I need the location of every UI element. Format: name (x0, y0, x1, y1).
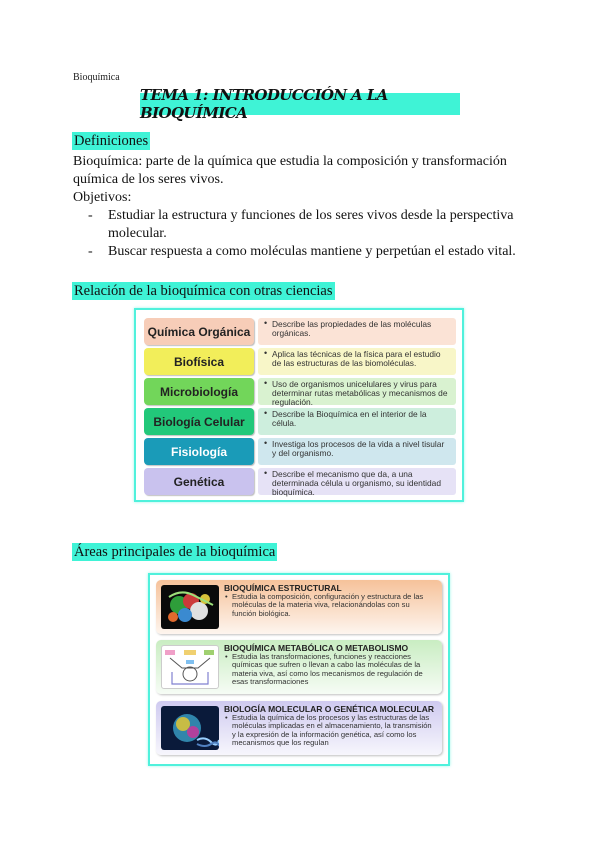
objetivo-text: Estudiar la estructura y funciones de los seres vivos desde la perspectiva molecular. (108, 208, 514, 241)
areas-bioquimica-figure (148, 573, 450, 766)
heading-areas: Áreas principales de la bioquímica (74, 544, 276, 560)
ciencia-desc: • Describe el mecanismo que da, a una determinada célula u organismo, su identidad bioquímica. (258, 468, 456, 495)
area-row (156, 701, 442, 755)
area-desc: • Estudia las transformaciones, funciones y reacciones químicas que sufren o llevan a cabo las moléculas de la materia viva, así como los mecanismos de regulación de esas transformaciones (232, 653, 436, 687)
header-subject: Bioquímica (73, 72, 120, 83)
section-areas (72, 543, 277, 561)
ciencia-desc: • Aplica las técnicas de la física para el estudio de las estructuras de las biomoléculas. (258, 348, 456, 375)
dash-bullet: - (88, 208, 93, 223)
relacion-ciencias-figure (134, 308, 464, 502)
page-title: TEMA 1: INTRODUCCIÓN A LA BIOQUÍMICA (140, 86, 388, 122)
area-row (156, 580, 442, 634)
section-relacion (72, 282, 335, 300)
section-definiciones (72, 132, 150, 150)
dna-molecular-image (161, 706, 219, 750)
ciencia-label: Biofísica (144, 348, 254, 375)
ciencia-label: Genética (144, 468, 254, 495)
ciencia-row (144, 438, 456, 465)
area-title: BIOQUÍMICA METABÓLICA O METABOLISMO (224, 643, 409, 653)
dash-bullet: - (88, 244, 93, 259)
ciencia-label: Microbiología (144, 378, 254, 405)
objetivo-text: Buscar respuesta a como moléculas mantiene y perpetúan el estado vital. (108, 244, 516, 259)
ciencia-desc: • Uso de organismos unicelulares y virus para determinar rutas metabólicas y mecanismos de regulación. (258, 378, 456, 405)
metabolic-pathway-image (161, 645, 219, 689)
area-title: BIOLOGÍA MOLECULAR O GENÉTICA MOLECULAR (224, 704, 434, 714)
area-desc: • Estudia la composición, configuración y estructura de las moléculas de la materia viva, relacionándolas con su función biológica. (232, 593, 436, 618)
ciencia-label: Biología Celular (144, 408, 254, 435)
ciencia-desc: • Describe las propiedades de las moléculas orgánicas. (258, 318, 456, 345)
ciencia-desc: • Investiga los procesos de la vida a nivel tisular y del organismo. (258, 438, 456, 465)
objetivos-label: Objetivos: (73, 190, 132, 205)
area-desc: • Estudia la química de los procesos y las estructuras de las moléculas implicadas en el almacenamiento, la transmisión y la expresión de la información genética, así como los mecanismos que los regulan (232, 714, 436, 748)
ciencia-label: Química Orgánica (144, 318, 254, 345)
ciencia-row (144, 408, 456, 435)
ciencia-desc: • Describe la Bioquímica en el interior de la célula. (258, 408, 456, 435)
area-row (156, 640, 442, 694)
ciencia-row (144, 348, 456, 375)
title-highlight (140, 86, 460, 122)
protein-structure-image (161, 585, 219, 629)
ciencia-row (144, 378, 456, 405)
ciencia-row (144, 318, 456, 345)
heading-relacion: Relación de la bioquímica con otras ciencias (74, 283, 333, 299)
ciencia-label: Fisiología (144, 438, 254, 465)
ciencia-row (144, 468, 456, 495)
definition-text: Bioquímica: parte de la química que estudia la composición y transformación química de los seres vivos. (73, 154, 507, 187)
area-title: BIOQUÍMICA ESTRUCTURAL (224, 583, 342, 593)
heading-definiciones: Definiciones (74, 133, 149, 149)
